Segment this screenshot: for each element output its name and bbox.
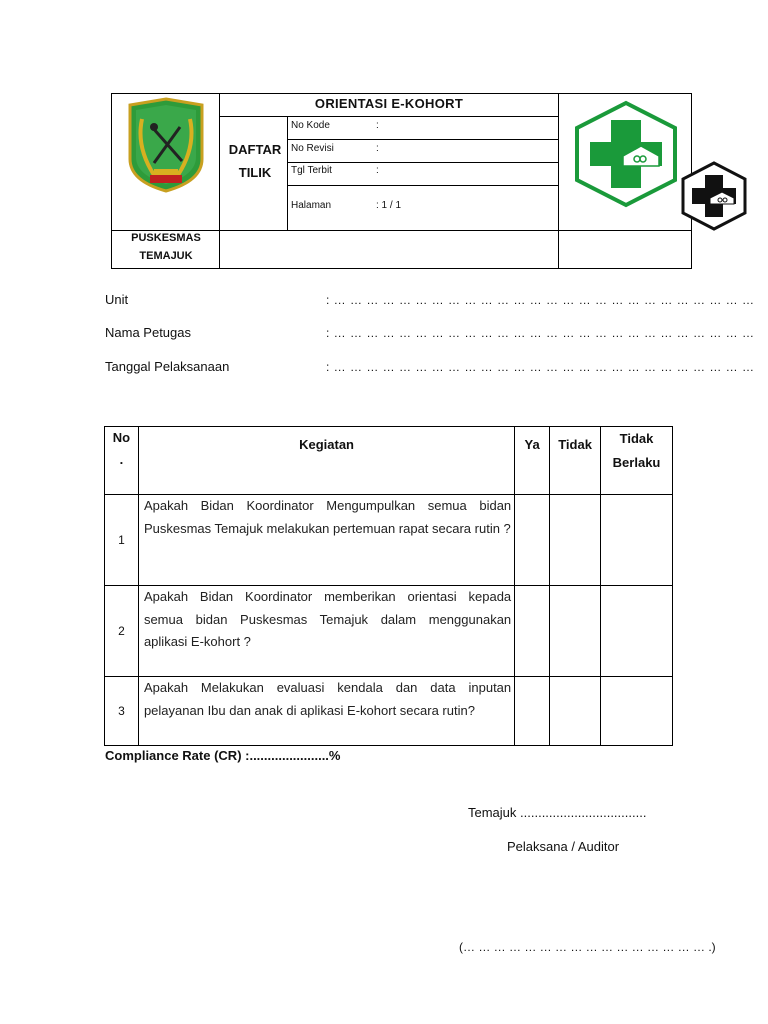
organization-name: PUSKESMAS TEMAJUK: [131, 232, 201, 262]
meta-value-halaman: : 1 / 1: [376, 200, 402, 211]
field-label-unit: Unit: [105, 292, 129, 307]
field-label-tanggal: Tanggal Pelaksanaan: [105, 359, 230, 374]
row-number: 3: [105, 677, 139, 746]
cell-yes[interactable]: [515, 586, 550, 677]
row-number: 1: [105, 495, 139, 586]
cell-no[interactable]: [550, 495, 601, 586]
document-type: DAFTAR TILIK: [228, 142, 282, 180]
signature-role: Pelaksana / Auditor: [507, 839, 620, 854]
puskesmas-logo-icon: [573, 100, 679, 208]
table-row: [105, 586, 673, 677]
cell-yes[interactable]: [515, 677, 550, 746]
regional-emblem-icon: [124, 97, 208, 193]
header-not-applicable: Tidak Berlaku: [601, 427, 673, 495]
cell-no[interactable]: [550, 677, 601, 746]
row-activity: Apakah Bidan Koordinator Mengumpulkan semua bidan Puskesmas Temajuk melakukan pertemuan rapat secara rutin ?: [138, 495, 514, 586]
signature-name-blank: (… … … … … … … … … … … … … … … … .): [459, 940, 716, 954]
cross-hexagon-logo-icon: [680, 161, 748, 231]
cell-not-applicable[interactable]: [601, 677, 673, 746]
meta-label-halaman: Halaman: [291, 200, 332, 211]
field-value-tanggal: : … … … … … … … … … … … … … … … … … … … … … … … … … …: [326, 360, 755, 374]
table-header-row: [105, 427, 673, 495]
meta-label-kode: No Kode: [291, 120, 330, 131]
field-value-nama-petugas: : … … … … … … … … … … … … … … … … … … … … … … … … … …: [326, 326, 755, 340]
header-yes: Ya: [515, 427, 550, 495]
meta-value-revisi: :: [376, 143, 379, 154]
header-activity: Kegiatan: [138, 427, 514, 495]
header-no-answer: Tidak: [550, 427, 601, 495]
meta-label-terbit: Tgl Terbit: [291, 165, 332, 176]
row-activity: Apakah Bidan Koordinator memberikan orientasi kepada semua bidan Puskesmas Temajuk dalam menggunakan aplikasi E-kohort ?: [138, 586, 514, 677]
table-row: [105, 495, 673, 586]
table-row: [105, 677, 673, 746]
row-activity: Apakah Melakukan evaluasi kendala dan data inputan pelayanan Ibu dan anak di aplikasi E-kohort secara rutin?: [138, 677, 514, 746]
meta-value-terbit: :: [376, 165, 379, 176]
field-label-nama-petugas: Nama Petugas: [105, 325, 191, 340]
cell-no[interactable]: [550, 586, 601, 677]
cell-not-applicable[interactable]: [601, 495, 673, 586]
cell-not-applicable[interactable]: [601, 586, 673, 677]
document-title: ORIENTASI E-KOHORT: [314, 96, 464, 111]
meta-label-revisi: No Revisi: [291, 143, 334, 154]
signature-place-date: Temajuk ...................................: [468, 805, 647, 820]
compliance-rate: Compliance Rate (CR) :......................%: [105, 748, 341, 763]
field-value-unit: : … … … … … … … … … … … … … … … … … … … … … … … … … …: [326, 293, 755, 307]
header-no: No .: [105, 427, 139, 495]
cell-yes[interactable]: [515, 495, 550, 586]
meta-value-kode: :: [376, 120, 379, 131]
row-number: 2: [105, 586, 139, 677]
checklist-table: [104, 426, 673, 746]
